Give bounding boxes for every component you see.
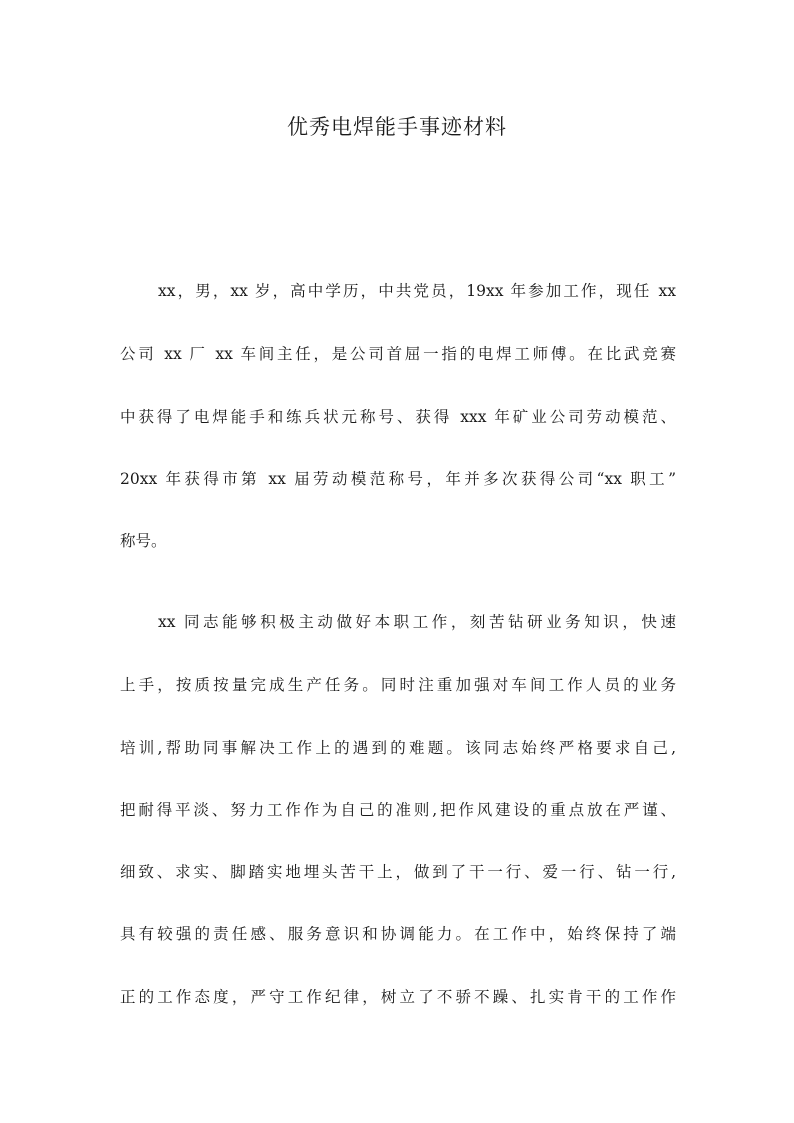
paragraph-2-line-2: 上手，按质按量完成生产任务。同时注重加强对车间工作人员的业务 bbox=[120, 676, 676, 694]
paragraph-2-line-6: 具有较强的责任感、服务意识和协调能力。在工作中，始终保持了端 bbox=[120, 925, 676, 943]
paragraph-1-line-4: 20xx 年获得市第 xx 届劳动模范称号，年并多次获得公司“xx 职工” bbox=[120, 470, 676, 488]
paragraph-2-line-4: 把耐得平淡、努力工作作为自己的准则,把作风建设的重点放在严谨、 bbox=[120, 801, 676, 819]
paragraph-1-line-5: 称号。 bbox=[120, 532, 167, 550]
paragraph-1-line-1: xx，男，xx 岁，高中学历，中共党员，19xx 年参加工作，现任 xx bbox=[158, 282, 676, 300]
paragraph-2-line-1: xx 同志能够积极主动做好本职工作，刻苦钻研业务知识，快速 bbox=[158, 613, 676, 631]
paragraph-1-line-2: 公司 xx 厂 xx 车间主任，是公司首屈一指的电焊工师傅。在比武竞赛 bbox=[120, 345, 676, 363]
paragraph-2-line-3: 培训,帮助同事解决工作上的遇到的难题。该同志始终严格要求自己, bbox=[120, 739, 676, 757]
document-title: 优秀电焊能手事迹材料 bbox=[287, 115, 507, 139]
paragraph-2-line-7: 正的工作态度，严守工作纪律，树立了不骄不躁、扎实肯干的工作作 bbox=[120, 988, 676, 1006]
paragraph-1-line-3: 中获得了电焊能手和练兵状元称号、获得 xxx 年矿业公司劳动模范、 bbox=[120, 408, 676, 426]
paragraph-2-line-5: 细致、求实、脚踏实地埋头苦干上，做到了干一行、爱一行、钻一行, bbox=[120, 863, 676, 881]
